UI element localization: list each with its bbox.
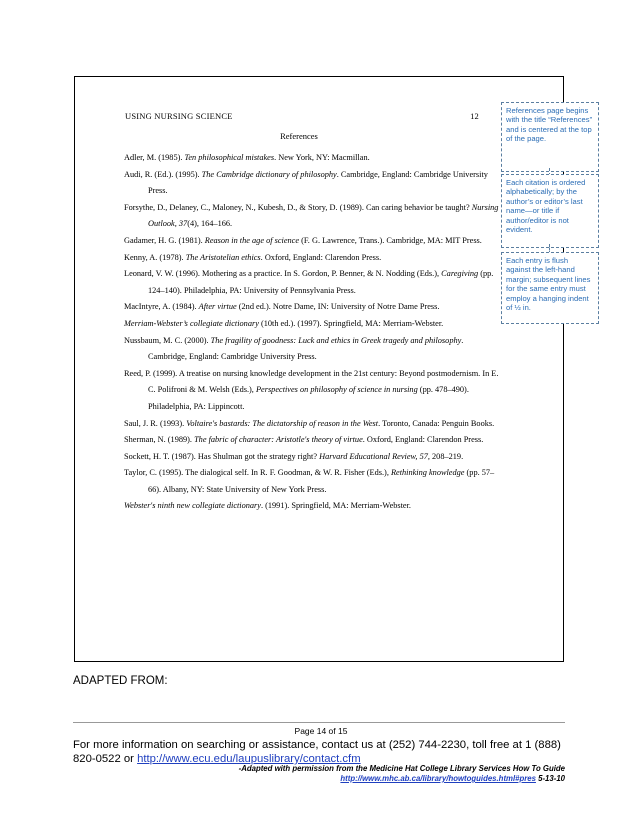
reference-italic-title: Rethinking knowledge: [390, 468, 465, 478]
reference-entry: Kenny, A. (1978). The Aristotelian ethics. Oxford, England: Clarendon Press.: [124, 252, 382, 262]
contact-link[interactable]: http://www.ecu.edu/laupuslibrary/contact.cfm: [137, 753, 361, 765]
page-counter-text: Page 14 of 15: [294, 726, 348, 736]
page-counter: [0, 726, 638, 736]
reference-italic-title: The Aristotelian ethics: [185, 252, 261, 262]
permission-text: -Adapted with permission from the Medicine Hat College Library Services How To Guide: [238, 764, 565, 773]
callout-title-note: References page begins with the title “References” and is centered at the top of the page.: [501, 102, 599, 172]
reference-italic-title: The fragility of goodness: Luck and ethics in Greek tragedy and philosophy: [210, 335, 462, 345]
permission-link[interactable]: http://www.mhc.ab.ca/library/howtoguides.html#pres: [340, 774, 536, 783]
permission-date: 5-13-10: [535, 774, 565, 783]
permission-note: [239, 764, 565, 784]
callout-order-note: Each citation is ordered alphabetically; by the author’s or editor’s last name—or title if author/editor is not evident.: [501, 174, 599, 248]
contact-text: For more information on searching or assistance, contact us at (252) 744-2230, toll free at 1 (888) 820-0522 or: [73, 739, 561, 765]
reference-entry: Webster's ninth new collegiate dictionary. (1991). Springfield, MA: Merriam-Webster.: [124, 501, 411, 511]
reference-italic-title: Caregiving: [441, 269, 479, 279]
reference-entry: Reed, P. (1999). A treatise on nursing knowledge development in the 21st century: Beyond postmodernism. In E. C. Polifroni & M. Welsh (Eds.), Perspectives on philosophy of science in nursing (pp. 478–490). Philadelphia, PA: Lippincott.: [124, 368, 499, 411]
reference-entry: Gadamer, H. G. (1981). Reason in the age of science (F. G. Lawrence, Trans.). Cambridge, MA: MIT Press.: [124, 235, 482, 245]
reference-entry: MacIntyre, A. (1984). After virtue (2nd ed.). Notre Dame, IN: University of Notre Dame Press.: [124, 302, 440, 312]
reference-italic-title: Voltaire's bastards: The dictatorship of reason in the West: [186, 418, 379, 428]
reference-entry: Merriam-Webster’s collegiate dictionary (10th ed.). (1997). Springfield, MA: Merriam-Webster.: [124, 318, 444, 328]
reference-entry: Forsythe, D., Delaney, C., Maloney, N., Kubesh, D., & Story, D. (1989). Can caring behavior be taught? Nursing Outlook, 37(4), 164–166.: [124, 202, 499, 229]
reference-italic-title: Nursing Outlook, 37: [148, 202, 499, 229]
reference-italic-title: The Cambridge dictionary of philosophy: [201, 169, 337, 179]
reference-italic-title: Ten philosophical mistakes: [184, 153, 275, 162]
reference-entry: Leonard, V. W. (1996). Mothering as a practice. In S. Gordon, P. Benner, & N. Nodding (Eds.), Caregiving (pp. 124–140). Philadelphia, PA: University of Pennsylvania Press.: [124, 269, 494, 295]
reference-entry: Sherman, N. (1989). The fabric of character: Aristotle's theory of virtue. Oxford, England: Clarendon Press.: [124, 435, 484, 445]
reference-entry: Sockett, H. T. (1987). Has Shulman got the strategy right? Harvard Educational Review, 57, 208–219.: [124, 451, 464, 461]
reference-italic-title: After virtue: [198, 302, 237, 312]
reference-entry: Nussbaum, M. C. (2000). The fragility of goodness: Luck and ethics in Greek tragedy and philosophy. Cambridge, England: Cambridge University Press.: [124, 335, 464, 362]
footer-divider: [73, 722, 565, 723]
reference-entry: Taylor, C. (1995). The dialogical self. In R. F. Goodman, & W. R. Fisher (Eds.), Rethinking knowledge (pp. 57–66). Albany, NY: State University of New York Press.: [124, 468, 495, 494]
reference-entry: Adler, M. (1985). Ten philosophical mistakes. New York, NY: Macmillan.: [124, 153, 370, 162]
callout-indent-note: Each entry is flush against the left-hand margin; subsequent lines for the same entry must employ a hanging indent of ½ in.: [501, 252, 599, 324]
adapted-from-label: ADAPTED FROM:: [73, 675, 168, 687]
running-head-page-number: 12: [470, 111, 479, 121]
reference-italic-title: Harvard Educational Review, 57: [319, 451, 428, 461]
reference-list: [124, 150, 504, 515]
reference-italic-title: Reason in the age of science: [204, 235, 300, 245]
reference-italic-title: The fabric of character: Aristotle's theory of virtue: [194, 435, 363, 445]
reference-italic-title: Perspectives on philosophy of science in nursing: [255, 385, 418, 395]
running-head-title: USING NURSING SCIENCE: [125, 111, 233, 121]
references-heading-text: References: [280, 131, 318, 141]
reference-entry: Saul, J. R. (1993). Voltaire's bastards: The dictatorship of reason in the West. Toronto, Canada: Penguin Books.: [124, 418, 495, 428]
reference-italic-title: Merriam-Webster’s collegiate dictionary: [124, 318, 259, 328]
reference-italic-title: Webster's ninth new collegiate dictionary: [124, 501, 261, 511]
reference-entry: Audi, R. (Ed.). (1995). The Cambridge dictionary of philosophy. Cambridge, England: Cambridge University Press.: [124, 169, 488, 196]
contact-info: [73, 738, 565, 766]
